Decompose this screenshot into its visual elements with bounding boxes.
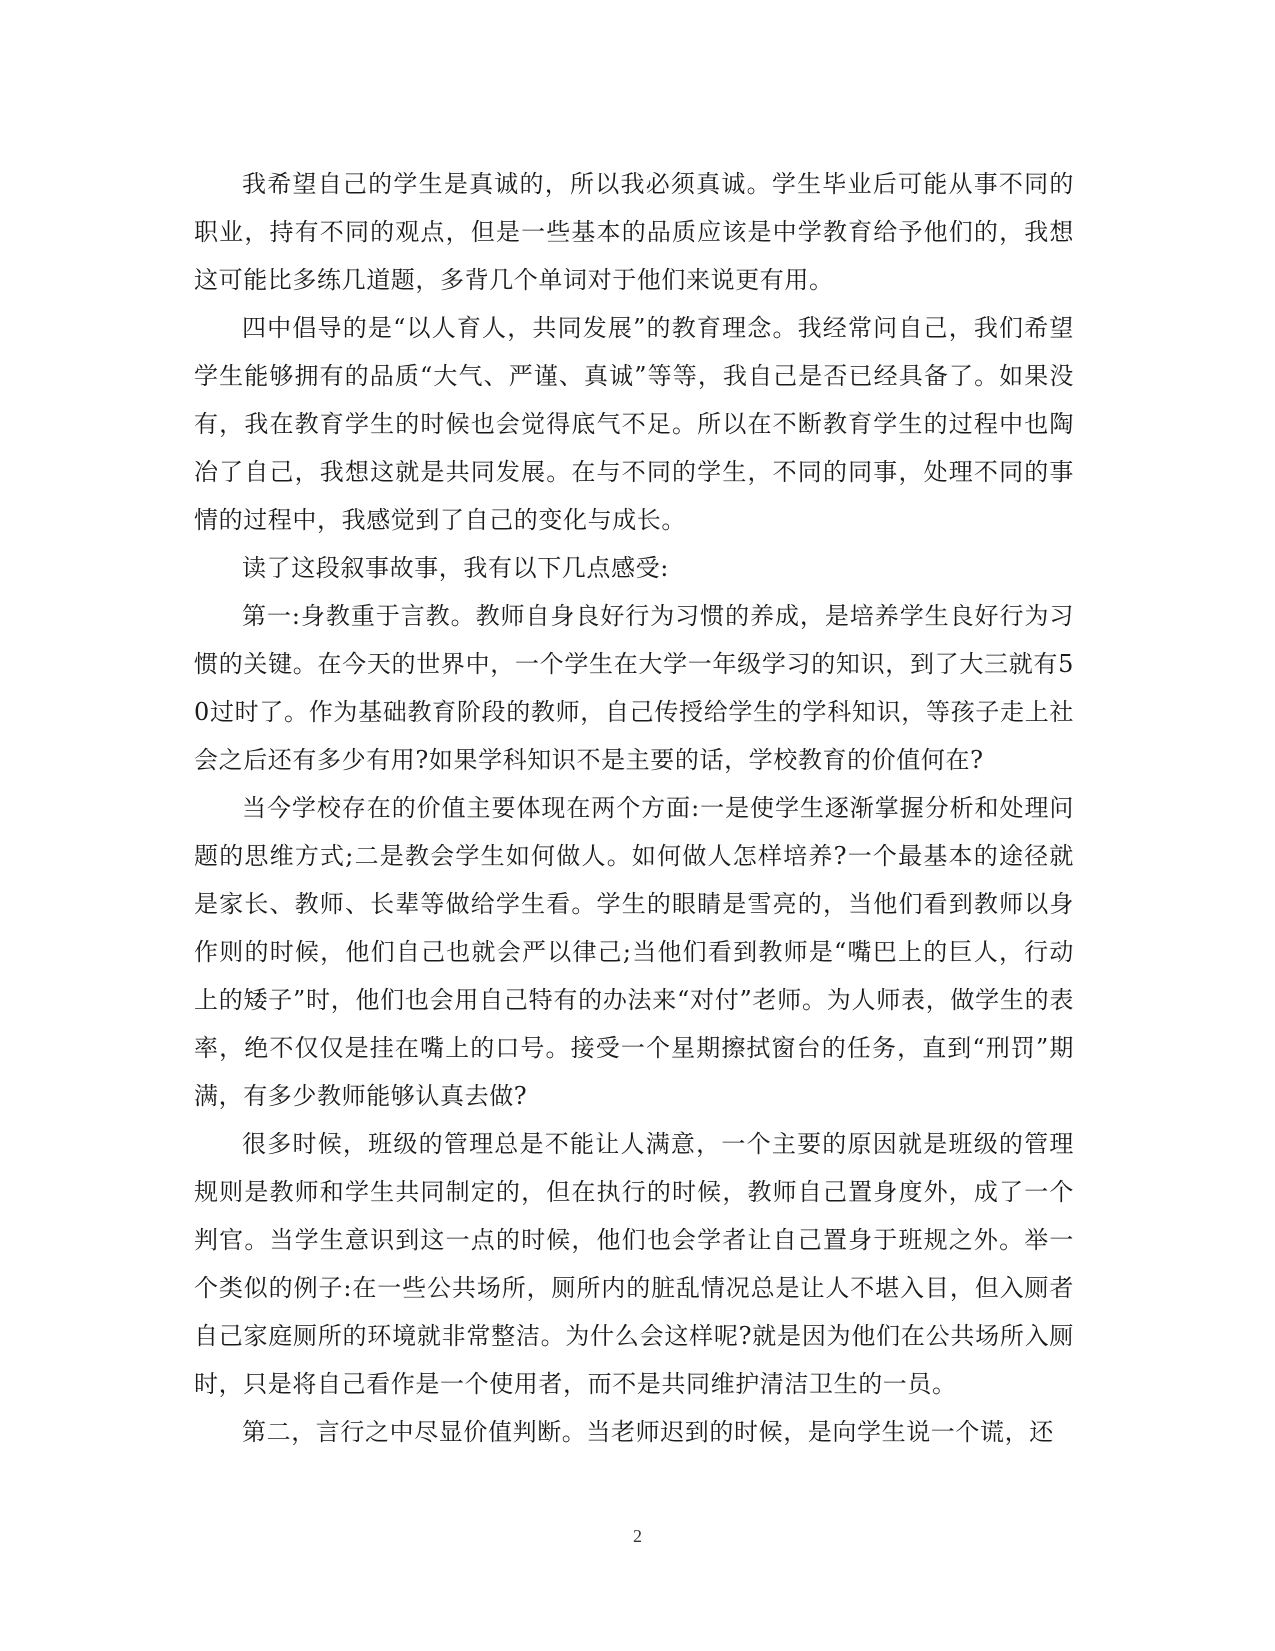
paragraph-4: 第一:身教重于言教。教师自身良好行为习惯的养成，是培养学生良好行为习惯的关键。在今天的世界中，一个学生在大学一年级学习的知识，到了大三就有50过时了。作为基础教育阶段的教师，自己传授给学生的学科知识，等孩子走上社会之后还有多少有用?如果学科知识不是主要的话，学校教育的价值何在? [194,602,1074,774]
paragraph-2: 四中倡导的是“以人育人，共同发展”的教育理念。我经常问自己，我们希望学生能够拥有的品质“大气、严谨、真诚”等等，我自己是否已经具备了。如果没有，我在教育学生的时候也会觉得底气不足。所以在不断教育学生的过程中也陶冶了自己，我想这就是共同发展。在与不同的学生，不同的同事，处理不同的事情的过程中，我感觉到了自己的变化与成长。 [194,314,1074,534]
paragraph-7: 第二，言行之中尽显价值判断。当老师迟到的时候，是向学生说一个谎，还 [242,1418,1054,1446]
page-number: 2 [633,1526,642,1546]
paragraph-3: 读了这段叙事故事，我有以下几点感受: [242,554,669,582]
paragraph-5: 当今学校存在的价值主要体现在两个方面:一是使学生逐渐掌握分析和处理问题的思维方式;二是教会学生如何做人。如何做人怎样培养?一个最基本的途径就是家长、教师、长辈等做给学生看。学生的眼睛是雪亮的，当他们看到教师以身作则的时候，他们自己也就会严以律己;当他们看到教师是“嘴巴上的巨人，行动上的矮子”时，他们也会用自己特有的办法来“对付”老师。为人师表，做学生的表率，绝不仅仅是挂在嘴上的口号。接受一个星期擦拭窗台的任务，直到“刑罚”期满，有多少教师能够认真去做? [194,794,1074,1110]
document-body [194,160,1074,1456]
paragraph-1: 我希望自己的学生是真诚的，所以我必须真诚。学生毕业后可能从事不同的职业，持有不同的观点，但是一些基本的品质应该是中学教育给予他们的，我想这可能比多练几道题，多背几个单词对于他们来说更有用。 [194,170,1074,294]
paragraph-6: 很多时候，班级的管理总是不能让人满意，一个主要的原因就是班级的管理规则是教师和学生共同制定的，但在执行的时候，教师自己置身度外，成了一个判官。当学生意识到这一点的时候，他们也会学者让自己置身于班规之外。举一个类似的例子:在一些公共场所，厕所内的脏乱情况总是让人不堪入目，但入厕者自己家庭厕所的环境就非常整洁。为什么会这样呢?就是因为他们在公共场所入厕时，只是将自己看作是一个使用者，而不是共同维护清洁卫生的一员。 [194,1130,1074,1398]
